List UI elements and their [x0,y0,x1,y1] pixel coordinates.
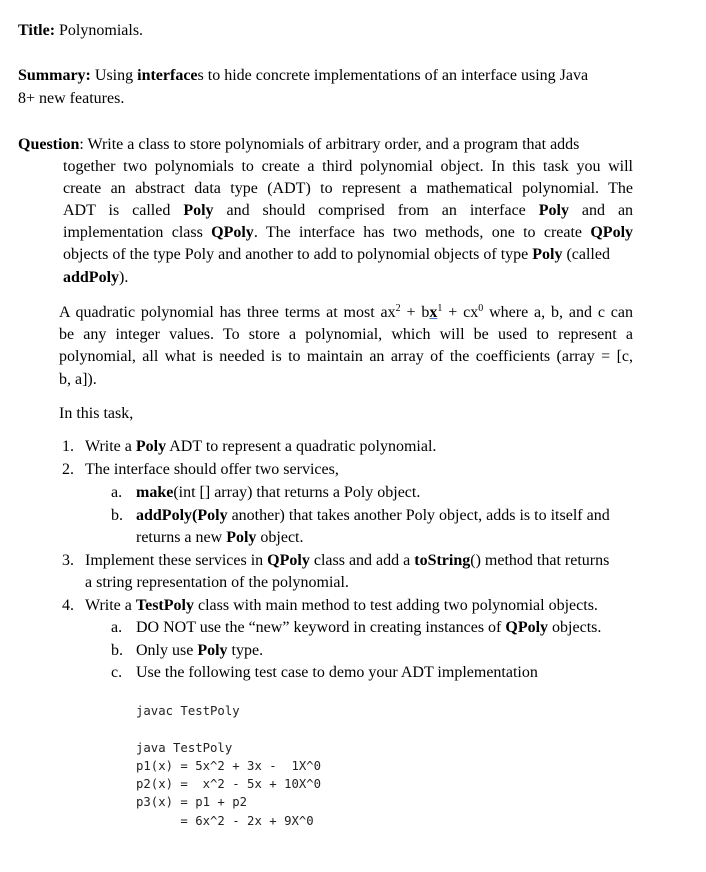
list-num-4: 4. [62,597,74,614]
list-item-3: Implement these services in QPoly class and add a toString() method that returns [85,552,610,569]
title-value: Polynomials. [59,22,144,39]
list-num-4c: c. [111,664,123,681]
list-item-4b: Only use Poly type. [136,642,264,659]
question-line-4: ADT is called Poly and should comprised from an interface Poly and an [63,202,634,219]
title-label: Title: [18,22,56,39]
summary-label: Summary: [18,67,91,84]
para2-line-4: b, a]). [59,371,97,388]
list-num-3: 3. [62,552,74,569]
list-num-1: 1. [62,438,74,455]
list-item-2b: addPoly(Poly another) that takes another Poly object, adds is to itself and [136,507,610,524]
question-line-6: objects of the type Poly and another to add to polynomial objects of type Poly (called [63,246,610,263]
list-num-4a: a. [111,619,123,636]
question-line-3: create an abstract data type (ADT) to represent a mathematical polynomial. The [63,180,633,197]
question-line-1: Question: Write a class to store polynomials of arbitrary order, and a program that adds [18,136,580,153]
list-num-2: 2. [62,461,74,478]
title-line [18,22,143,40]
code-line-2: java TestPoly [136,741,233,755]
code-line-6: = 6x^2 - 2x + 9X^0 [136,814,314,828]
list-item-4c: Use the following test case to demo your ADT implementation [136,664,538,681]
question-line-7: addPoly). [63,269,129,286]
summary-line-1: Summary: Using interfaces to hide concrete implementations of an interface using Java [18,67,589,84]
list-item-2b-cont: returns a new Poly object. [136,529,304,546]
code-line-5: p3(x) = p1 + p2 [136,795,248,809]
para2-line-2: be any integer values. To store a polynomial, which will be used to represent a [59,326,633,343]
list-item-2: The interface should offer two services, [85,461,339,478]
question-line-2: together two polynomials to create a third polynomial object. In this task you will [63,158,633,175]
list-item-4a: DO NOT use the “new” keyword in creating instances of QPoly objects. [136,619,602,636]
list-item-3-cont: a string representation of the polynomial. [85,574,349,591]
list-item-2a: make(int [] array) that returns a Poly object. [136,484,421,501]
question-label: Question [18,136,80,153]
list-num-4b: b. [111,642,123,659]
para2-line-1: A quadratic polynomial has three terms at most $ax^2 + bx^1 + cx^0$ where a, b, and c can [59,303,634,321]
code-line-3: p1(x) = 5x^2 + 3x - 1X^0 [136,759,322,773]
list-num-2a: a. [111,484,123,501]
in-task-line: In this task, [59,405,134,422]
question-line-5: implementation class QPoly. The interface has two methods, one to create QPoly [63,224,634,241]
summary-line-2: 8+ new features. [18,90,125,107]
para2-line-3: polynomial, all what is needed is to maintain an array of the coefficients (array = [c, [59,348,633,365]
list-num-2b: b. [111,507,123,524]
list-item-4: Write a TestPoly class with main method to test adding two polynomial objects. [85,597,598,614]
list-item-1: Write a Poly ADT to represent a quadratic polynomial. [85,438,437,455]
code-line-4: p2(x) = x^2 - 5x + 10X^0 [136,777,322,791]
code-line-1: javac TestPoly [136,704,240,718]
